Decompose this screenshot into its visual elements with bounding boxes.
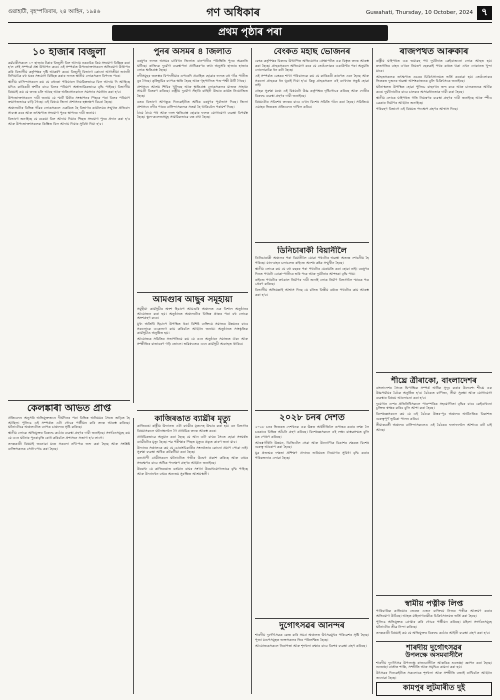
article-paragraph: ঠায়ে ঠায়ে পথ আৰু দলং ক্ষতিগ্ৰস্ত হোৱাৰ ফলত যোগাযোগ ব্যৱস্থা বিপৰ্যস্ত হৈছে। স্কুল-কলেজসমূহ সাময়িকভাৱে বন্ধ ৰখা হৈছে।: [137, 110, 248, 120]
article-headline: কাজিৰঙাত ব্যাঘ্ৰীৰ মৃত্যু: [154, 414, 231, 423]
article-dinisaraki: [255, 246, 369, 406]
article-paragraph: প্ৰতিবেদন অনুসৰি অভিযুক্তজনে দীৰ্ঘদিনৰ পৰা বিভিন্ন অনিয়মৰ সৈতে জড়িত হৈ আছিল। পুলিচে এই সম্পৰ্কত এটা গোচৰ পঞ্জীয়ন কৰি তদন্ত আৰম্ভ কৰিছে। ঘটনাটোৱে অঞ্চলটোত ব্যাপক চাঞ্চল্যৰ সৃষ্টি কৰিছে।: [8, 415, 130, 430]
article-paragraph: ঘটনাস্থলত উপস্থিত হোৱা পুলিচে বাহনখন জব্দ কৰে আৰু চালকজনক আটক কৰে। দুৰ্ঘটনাটোৰ বাবে চালকৰ অসাৱধানতাক দায়ী কৰা হৈছে।: [376, 85, 492, 94]
article-paragraph: সমূহীয়া কাৰ্যসূচীৰ অংশ হিচাপে আমগুৰি অঞ্চলত এক বিশাল অনুষ্ঠানৰ আয়োজন কৰা হয়। অনুষ্ঠানত অঞ্চলটোৰ বিভিন্ন প্ৰান্তৰ পৰা বহু লোকে অংশগ্ৰহণ কৰে।: [137, 306, 248, 321]
article-paragraph: তদন্তকাৰী বিষয়াই জনোৱা মতে সকলো নথি-পত্ৰ জব্দ কৰা হৈছে আৰু সংশ্লিষ্ট ব্যক্তিসকলক সোধ-পোচ কৰা হৈছে।: [8, 441, 130, 451]
article-paragraph: বাংলাদেশৰ সৈতে দ্বিপাক্ষিক সম্পৰ্ক অধিক সুদৃঢ় কৰাৰ উদ্দেশ্যে শীঘ্ৰে এক উচ্চপৰ্যায়ৰ বৈঠক অনুষ্ঠিত হ'ব। বৈঠকত বাণিজ্য, সীমা সুৰক্ষা আৰু যোগাযোগ ব্যৱস্থাৰ বিষয়ে আলোচনা কৰা হ'ব।: [376, 386, 492, 400]
article-paragraph: কাজিৰঙা ৰাষ্ট্ৰীয় উদ্যানত এটা ব্যাঘ্ৰীৰ মৃতদেহ উদ্ধাৰ কৰা হয়। বন বিভাগৰ বিষয়াসকলে ঘটনাস্থললৈ গৈ প্ৰাথমিক তদন্ত আৰম্ভ কৰে।: [137, 424, 248, 433]
article-body: [137, 59, 248, 120]
article-paragraph: বৰষুণৰ ফলত অসমৰ চাৰিখন জিলাত বানপানীৰ পৰিস্থিতি পুনৰ অৱনতি ঘটিছে। ৰাজ্যিক দুৰ্যোগ ব্যৱস্থাপনা প্ৰাধিকৰণৰ তথ্য অনুসৰি হাজাৰ হাজাৰ লোক ক্ষতিগ্ৰস্ত হৈছে।: [137, 58, 248, 73]
article-paragraph: আহতসকলক তৎক্ষণাত ওচৰৰ চিকিৎসালয়ত ভৰ্তি কৰোৱা হয়। তেওঁলোকৰ ভিতৰত দুজনৰ অৱস্থা আশংকাজনক বুলি চিকিৎসকে জনাইছে।: [376, 74, 492, 84]
masthead: [8, 4, 492, 23]
article-paragraph: আয়োজকসকলে নিৰাপত্তা আৰু শৃংখলা ৰক্ষাৰ বাবে বিশেষ ব্যৱস্থা গ্ৰহণ কৰিছে।: [255, 643, 367, 648]
article-swamiyo: [376, 599, 492, 639]
article-body: [8, 416, 130, 451]
article-10-hazar-bijuli: [8, 48, 130, 396]
article-paragraph: বিভাগীয় অভিযন্তাই আশ্বাস দিছে যে চলিত বিত্তীয় বৰ্ষতে পথটোৰ কাম আৰম্ভ কৰা হ'ব।: [255, 288, 369, 298]
article-body: [137, 424, 248, 476]
article-paragraph: আয়োজক সমিতিৰ সভাপতিয়ে কয় যে এনে অনুষ্ঠানে সমাজত ঐক্য আৰু সম্প্ৰীতিৰ বাতাবৰণ গঢ়ি তোলে। ভৱিষ্যতেও এনে কাৰ্যসূচী অব্যাহত থাকিব।: [137, 337, 248, 347]
section-rule: [137, 410, 248, 411]
article-paragraph: যুৱ প্ৰজন্মক দক্ষতা প্ৰশিক্ষণ প্ৰদানৰ জৰিয়তে নিয়োগৰ সুবিধা বৃদ্ধি কৰাৰ পৰিকল্পনাও লোৱা হৈছে।: [255, 451, 369, 460]
article-body: [376, 661, 492, 680]
article-paragraph: অঞ্চলটোৰ বিভিন্ন গাঁৱৰ লোকসকলে একত্ৰিত হৈ বিভাগৰ কাৰ্যালয়ৰ সন্মুখত প্ৰতিবাদ সাব্যস্ত কৰে আৰু তৎক্ষণাত সংযোগ পুনৰ স্থাপনৰ দাবী জনায়।: [8, 106, 130, 115]
article-paragraph: কৰ্মচাৰীসকলে ১০ হাজাৰ টকাৰ বিজুলী বিল আদায় নকৰাকৈ কিয় সংযোগ বিচ্ছিন্ন কৰা হ'ল সেই সম্পৰ্কে প্ৰশ্ন উত্থাপন কৰে। এই সম্পৰ্কত উপভোক্তাসকলে অভিযোগ উত্থাপন কৰি বিভাগীয় কৰ্তৃপক্ষৰ দৃষ্টি আকৰ্ষণ কৰে। বিজুলী বিভাগে কোনো আগতীয়া জাননী নিদিয়াকৈ বহু ঘৰৰ সংযোগ বিচ্ছিন্ন কৰাৰ ফলত স্থানীয় লোকসকল বিপদত পৰে।: [8, 60, 130, 79]
article-headline: ২০২৮ চনৰ দেশত: [279, 414, 345, 423]
article-2028: [255, 414, 369, 614]
section-rule: [8, 400, 130, 401]
article-kelenkari: [8, 404, 130, 694]
article-headline: শীঘ্ৰে ত্ৰীৰাকো, বাংলাদেশৰ: [391, 376, 477, 385]
article-paragraph: বন্যপ্ৰাণী প্ৰেমীসকলে ঘটনাটোত গভীৰ উদ্বেগ প্ৰকাশ কৰিছে আৰু বাঘৰ সংৰক্ষণৰ বাবে অধিক পদক্ষেপ গ্ৰহণৰ আহ্বান জনাইছে।: [137, 456, 248, 466]
column-divider: [133, 48, 134, 403]
article-paragraph: নদীসমূহৰ জলস্তৰ বিপদসীমাৰ ওপৰেদি প্ৰবাহিত হোৱাৰ ফলত বহু গাঁও পানীত বুৰ গৈছে। কৃষিভূমিৰ ব্যাপক ক্ষতি হৈছে আৰু গৃহপালিত পশু-পক্ষী উটি গৈছে।: [137, 74, 248, 83]
masthead-right-date: Guwahati, Thursday, 10 October, 2024: [366, 10, 473, 16]
column-divider: [133, 418, 134, 694]
article-paragraph: স্থানীয় বাসিন্দাসকলে কয় যে বহুতো পৰিয়ালে নিয়মিতভাৱে বিল আদায় দি আহিছে যদিও কাৰিকৰী ত্ৰুটিৰ বাবে বিলৰ পৰিমাণ অস্বাভাৱিকভাৱে বৃদ্ধি পাইছে। বিভাগীয় বিষয়াই কয় যে তদন্ত চলি আছে আৰু অতিসোনকালে সমস্যাৰ সমাধান কৰা হ'ব।: [8, 80, 130, 94]
article-headline: স্বামীয় পত্নীক লিপ্ত: [404, 599, 464, 608]
article-paragraph: পাৰিবাৰিক কাজিয়াৰ জেৰত এজন ব্যক্তিয়ে নিজৰ পত্নীক আক্ৰমণ কৰাৰ অভিযোগ উঠিছে। আহত মহিলাগৰাকীক চিকিৎসালয়ত ভৰ্তি কৰা হৈছে।: [376, 609, 492, 618]
article-paragraph: বতৰ বিভাগে আগন্তুক দিনকেইটাত অধিক বৰষুণৰ পূৰ্বাভাস দিছে। জিলা প্ৰশাসনে নদীৰ পাৰৰ বাসিন্দাসকলক সতৰ্ক হৈ থাকিবলৈ পৰামৰ্শ দিছে।: [137, 100, 248, 109]
article-body: [255, 425, 369, 460]
article-paragraph: উপভোক্তাসকলে দাবী জনায় যে স্মাৰ্ট মিটাৰ সংস্থাপনৰ পিছৰে পৰা বিলৰ পৰিমাণ ক্ৰমাগতভাৱে বাঢ়ি গৈছে। এই বিষয়ে জিলা প্ৰশাসনৰ হস্তক্ষেপ বিচৰা হৈছে।: [8, 95, 130, 105]
article-paragraph: বিশেষজ্ঞসকলে কয় যে এই বৈঠকে উত্তৰ-পূব অঞ্চলৰ অৰ্থনৈতিক বিকাশত গুৰুত্বপূৰ্ণ ভূমিকা পালন কৰিব।: [376, 412, 492, 421]
article-paragraph: সীমান্তবৰ্তী অঞ্চলৰ বাসিন্দাসকলেও এই বৈঠকৰ ফলাফললৈ আশাৰে বাট চাই আছে।: [376, 423, 492, 432]
article-body: [255, 59, 369, 109]
section-rule: [376, 372, 492, 373]
article-body: [8, 61, 130, 127]
article-durgotsav: [255, 622, 369, 694]
article-body: [255, 633, 369, 648]
article-paragraph: মুখ্য অতিথি হিচাপে উপস্থিত থকা বিশিষ্ট ব্যক্তিয়ে সমাজৰ উন্নয়নৰ বাবে সকলোকে একেলগে কাম কৰিবলৈ আহ্বান জনায়। অনুষ্ঠানত সাংস্কৃতিক কাৰ্যসূচীও অনুষ্ঠিত হয়।: [137, 322, 248, 336]
article-paragraph: উল্লেখ্য যে কাজিৰঙাত বৰ্তমান বাঘৰ সংখ্যা উল্লেখযোগ্যভাৱে বৃদ্ধি পাইছে আৰু উদ্যানখন বাঘৰ অন্যতম সুৰক্ষিত আশ্ৰয়স্থলী।: [137, 467, 248, 476]
article-amguri: [137, 296, 248, 406]
article-paragraph: ৰাষ্ট্ৰীয় ঘাইপথত এক ভয়াৱহ পথ দুৰ্ঘটনাত কেইবাজনো লোক আহত হয়। দ্ৰুতগতিৰ বাহন এখনে নিয়ন্ত্ৰণ হেৰুৱাই পথৰ কাষত থকা এখন দোকানত খুন্দা মাৰে।: [376, 59, 492, 73]
article-paragraph: দুয়োখন দেশৰ প্ৰতিনিধিসকলে পাৰস্পৰিক সহযোগিতা বৃদ্ধিৰ বাবে কেইবাখনো চুক্তিত স্বাক্ষৰ কৰিব বুলি আশা কৰা হৈছে।: [376, 401, 492, 411]
article-paragraph: তদন্তকাৰী বিষয়াই কয় যে অভিযুক্তৰ বিৰুদ্ধে কঠোৰ আইনী ব্যৱস্থা গ্ৰহণ কৰা হ'ব।: [376, 630, 490, 635]
article-paragraph: আন্তঃগাঁথনি উন্নয়ন, ডিজিটেল সেৱা আৰু উদ্যোগিক বিকাশৰ ক্ষেত্ৰত বিশেষ গুৰুত্ব আৰোপ কৰা হৈছে।: [255, 440, 369, 450]
article-paragraph: প্ৰাথমিকভাৱে অনুমান কৰা হৈছে যে আন এটা বাঘৰ সৈতে হোৱা সংঘৰ্ষত ব্যাঘ্ৰীটোৰ মৃত্যু হৈছে। শৱ পৰীক্ষাৰ পিছত মৃত্যুৰ প্ৰকৃত কাৰণ জনা যাব।: [137, 435, 248, 444]
newspaper-brand: গণ অধিকাৰ: [206, 5, 260, 19]
page-number: ৭: [477, 6, 492, 20]
section-banner: প্ৰথম পৃষ্ঠাৰ পৰা: [112, 25, 388, 41]
article-body: [376, 609, 492, 635]
article-bank: [255, 48, 369, 238]
article-body: [255, 256, 369, 297]
section-rule: [255, 410, 369, 411]
section-rule: [255, 242, 369, 243]
article-paragraph: বিষয়টোৰ সবিশেষ তদন্তৰ বাবে এখন বিশেষ সমিতি গঠন কৰা হৈছে। সমিতিয়ে এমাহৰ ভিতৰত প্ৰতিবেদন দাখিল কৰিব।: [255, 100, 369, 109]
article-kampur-headline: কামপুৰ লুটমাৰীত দুই: [376, 682, 492, 696]
article-paragraph: শাৰদীয় দুৰ্গোৎসৱ উপলক্ষে ৰাজ্যবাসীলৈ আন্তৰিক শুভেচ্ছা জ্ঞাপন কৰা হৈছে। শুভেচ্ছা বাৰ্তাত শান্তি, সম্প্ৰীতি আৰু সমৃদ্ধিৰ কামনা কৰা হয়।: [376, 660, 492, 670]
article-punor-asomor: [137, 48, 248, 288]
article-paragraph: প্ৰশাসনে আশ্ৰয় শিবিৰ খুলিছে আৰু ক্ষতিগ্ৰস্ত লোকসকলৰ মাজত সাহায্য সামগ্ৰী বিতৰণ কৰিছে। ৰাষ্ট্ৰীয় দুৰ্যোগ সঁহাৰি বাহিনী উদ্ধাৰ কাৰ্যত নিয়োজিত হৈছে।: [137, 84, 248, 99]
article-paragraph: শাৰদীয় দুৰ্গোৎসৱক কেন্দ্ৰ কৰি সমগ্ৰ অঞ্চলত উৎসৱমুখৰ পৰিৱেশৰ সৃষ্টি হৈছে। পূজা মণ্ডপসমূহত ভক্তসকলৰ ভিৰ পৰিলক্ষিত হৈছে।: [255, 632, 369, 642]
article-paragraph: স্থানীয় লোকে কয় যে বহু বছৰৰ পৰা পথটোৰ মেৰামতি কৰা হোৱা নাই। বৰষুণৰ দিনত পথটো বোকা-পানীৰে ভৰি পৰে আৰু দুৰ্ঘটনাৰ আশংকা বৃদ্ধি পায়।: [255, 267, 369, 276]
article-paragraph: পুলিচে অভিযুক্তক গ্ৰেপ্তাৰ কৰি গোচৰ পঞ্জীয়ন কৰিছে। মহিলা সংগঠনসমূহে ঘটনাটোৰ তীব্ৰ নিন্দা কৰিছে।: [376, 620, 492, 629]
article-paragraph: স্থানীয় লোকে ঘাইপথত গতি নিয়ন্ত্ৰণৰ ব্যৱস্থা গ্ৰহণৰ দাবী জনাইছে আৰু স্পীড ব্ৰেকাৰ নিৰ্মাণৰ আহ্বান জনাইছে।: [376, 96, 492, 105]
article-headline: আমগুৰি আছুৰ সমূহীয়া: [152, 296, 233, 305]
article-headline: ডিনিচাৰাকী বিয়ানীলৈ: [277, 246, 347, 255]
article-body: [137, 307, 248, 347]
section-rule: [376, 641, 492, 642]
section-rule: [376, 595, 492, 596]
article-bangladesh: [376, 376, 492, 591]
article-paragraph: বিভাগে জনাইছে যে বকেয়া বিল আদায় দিয়াৰ পিছত সংযোগ পুনৰ প্ৰদান কৰা হ'ব আৰু উপভোক্তাসকলক কিস্তিত বিল আদায় দিয়াৰ সুবিধা দিয়া হ'ব।: [8, 117, 130, 126]
article-headline: ১০ হাজাৰ বিজুলী: [32, 48, 106, 58]
article-paragraph: পৰিবহণ বিভাগে এই বিষয়ত পদক্ষেপ গ্ৰহণৰ আশ্বাস দিছে।: [376, 106, 458, 111]
article-paragraph: স্থানীয় লোকে অভিযুক্তৰ বিৰুদ্ধে কঠোৰ ব্যৱস্থা গ্ৰহণৰ দাবী জনাইছে। সংগঠনসমূহে কয় যে এনে ঘটনাৰ পুনৰাবৃত্তি ৰোধ কৰিবলৈ প্ৰশাসনে সজাগ হ'ব লাগে।: [8, 431, 130, 440]
article-headline: ৰাজপথত আৰুকীৰ: [399, 48, 469, 57]
article-paragraph: বেংক কৰ্তৃপক্ষৰ বিৰুদ্ধে উত্থাপিত অভিযোগৰ প্ৰেক্ষাপটত এক বিস্তৃত তদন্ত আৰম্ভ কৰা হৈছে। গ্ৰাহকসকলে অভিযোগ কৰে যে তেওঁলোকৰ একাউণ্টৰ পৰা অনুমতি নোলোৱাকৈ ধন কটা হৈছে।: [255, 58, 369, 73]
article-headline: দুৰ্গোৎসৱৰ আনন্দৰ: [279, 622, 345, 631]
article-body: [376, 386, 492, 432]
article-headline: কেলঙ্কাৰী অভিত প্ৰাপ্ত: [27, 404, 111, 414]
article-paragraph: উৎসৱৰ দিনকেইটাত সকলোকে শৃংখলা আৰু সম্প্ৰীতি বজাই ৰাখিবলৈ আহ্বান জনোৱা হৈছে।: [376, 671, 492, 680]
article-body: [376, 59, 492, 111]
top-rule: [8, 43, 492, 44]
section-rule: [137, 292, 248, 293]
masthead-left-date: গুৱাহাটী, বৃহস্পতিবাৰ, ২৪ আহিন, ১৯৪৬: [8, 9, 101, 15]
article-headline: শাৰদীয় দুৰ্গোৎসৱৰ: [406, 644, 462, 652]
section-rule: [255, 618, 369, 619]
article-paragraph: ৰাইজে পথটোৰ তৎকাল নিৰ্মাণৰ দাবী জনাই লোক নিৰ্মাণ বিভাগলৈ স্মাৰক পত্ৰ প্ৰেৰণ কৰিছে।: [255, 277, 369, 287]
article-paragraph: গ্ৰাহক সুৰক্ষা মঞ্চে এই বিষয়টো উচ্চ কৰ্তৃপক্ষৰ দৃষ্টিগোচৰ কৰিছে আৰু দোষীৰ বিৰুদ্ধে ব্যৱস্থা গ্ৰহণৰ দাবী জনাইছে।: [255, 89, 369, 99]
article-paragraph: উদ্যানৰ সঞ্চালকে কয় যে চোৰাংচিকাৰীৰ সংলগ্নতাৰ কোনো প্ৰমাণ পোৱা নাই। সুৰক্ষা ব্যৱস্থা অধিক কটকটীয়া কৰা হৈছে।: [137, 445, 248, 455]
article-headline: পুনৰ অসমৰ ৪ জিলাত: [153, 48, 232, 57]
article-subhead: উপলক্ষে অসমবাসীলৈ: [405, 650, 463, 659]
column-divider: [251, 48, 252, 694]
column-divider: [372, 48, 373, 694]
article-paragraph: ডিনিচাৰাকী অঞ্চলৰ পৰা বিয়ানীলৈ যোৱা পথটোৰ অৱস্থা অত্যন্ত শোচনীয় হৈ পৰিছে। যান-বাহন চলাচলত ৰাইজে অশেষ কষ্টৰ সন্মুখীন হৈছে।: [255, 256, 369, 265]
article-paragraph: ২০২৮ চনৰ ভিতৰত দেশখনক এক উন্নত অৰ্থনীতিলৈ ৰূপান্তৰ কৰাৰ লক্ষ্য লৈ চৰকাৰে বিভিন্ন আঁচনি গ্ৰহণ কৰিছে। বিশেষজ্ঞসকলে এই লক্ষ্য বাস্তৱসন্মত বুলি মত পোষণ কৰিছে।: [255, 425, 369, 439]
article-paragraph: এই সম্পৰ্কত বেংকৰ শাখা পৰিচালকে কয় যে কাৰিকৰী কাৰণত এনে হৈছে আৰু সকলো গ্ৰাহকক ধন ঘূৰাই দিয়া হ'ব। কিন্তু গ্ৰাহকসকল এই ব্যাখ্যাত সন্তুষ্ট হোৱা নাই।: [255, 74, 369, 88]
article-saradiya: [376, 644, 492, 680]
article-kaziranga: [137, 414, 248, 694]
article-rajpath: [376, 48, 492, 368]
article-headline: বেংকত মহাছ ভোজনৰ: [273, 48, 351, 57]
